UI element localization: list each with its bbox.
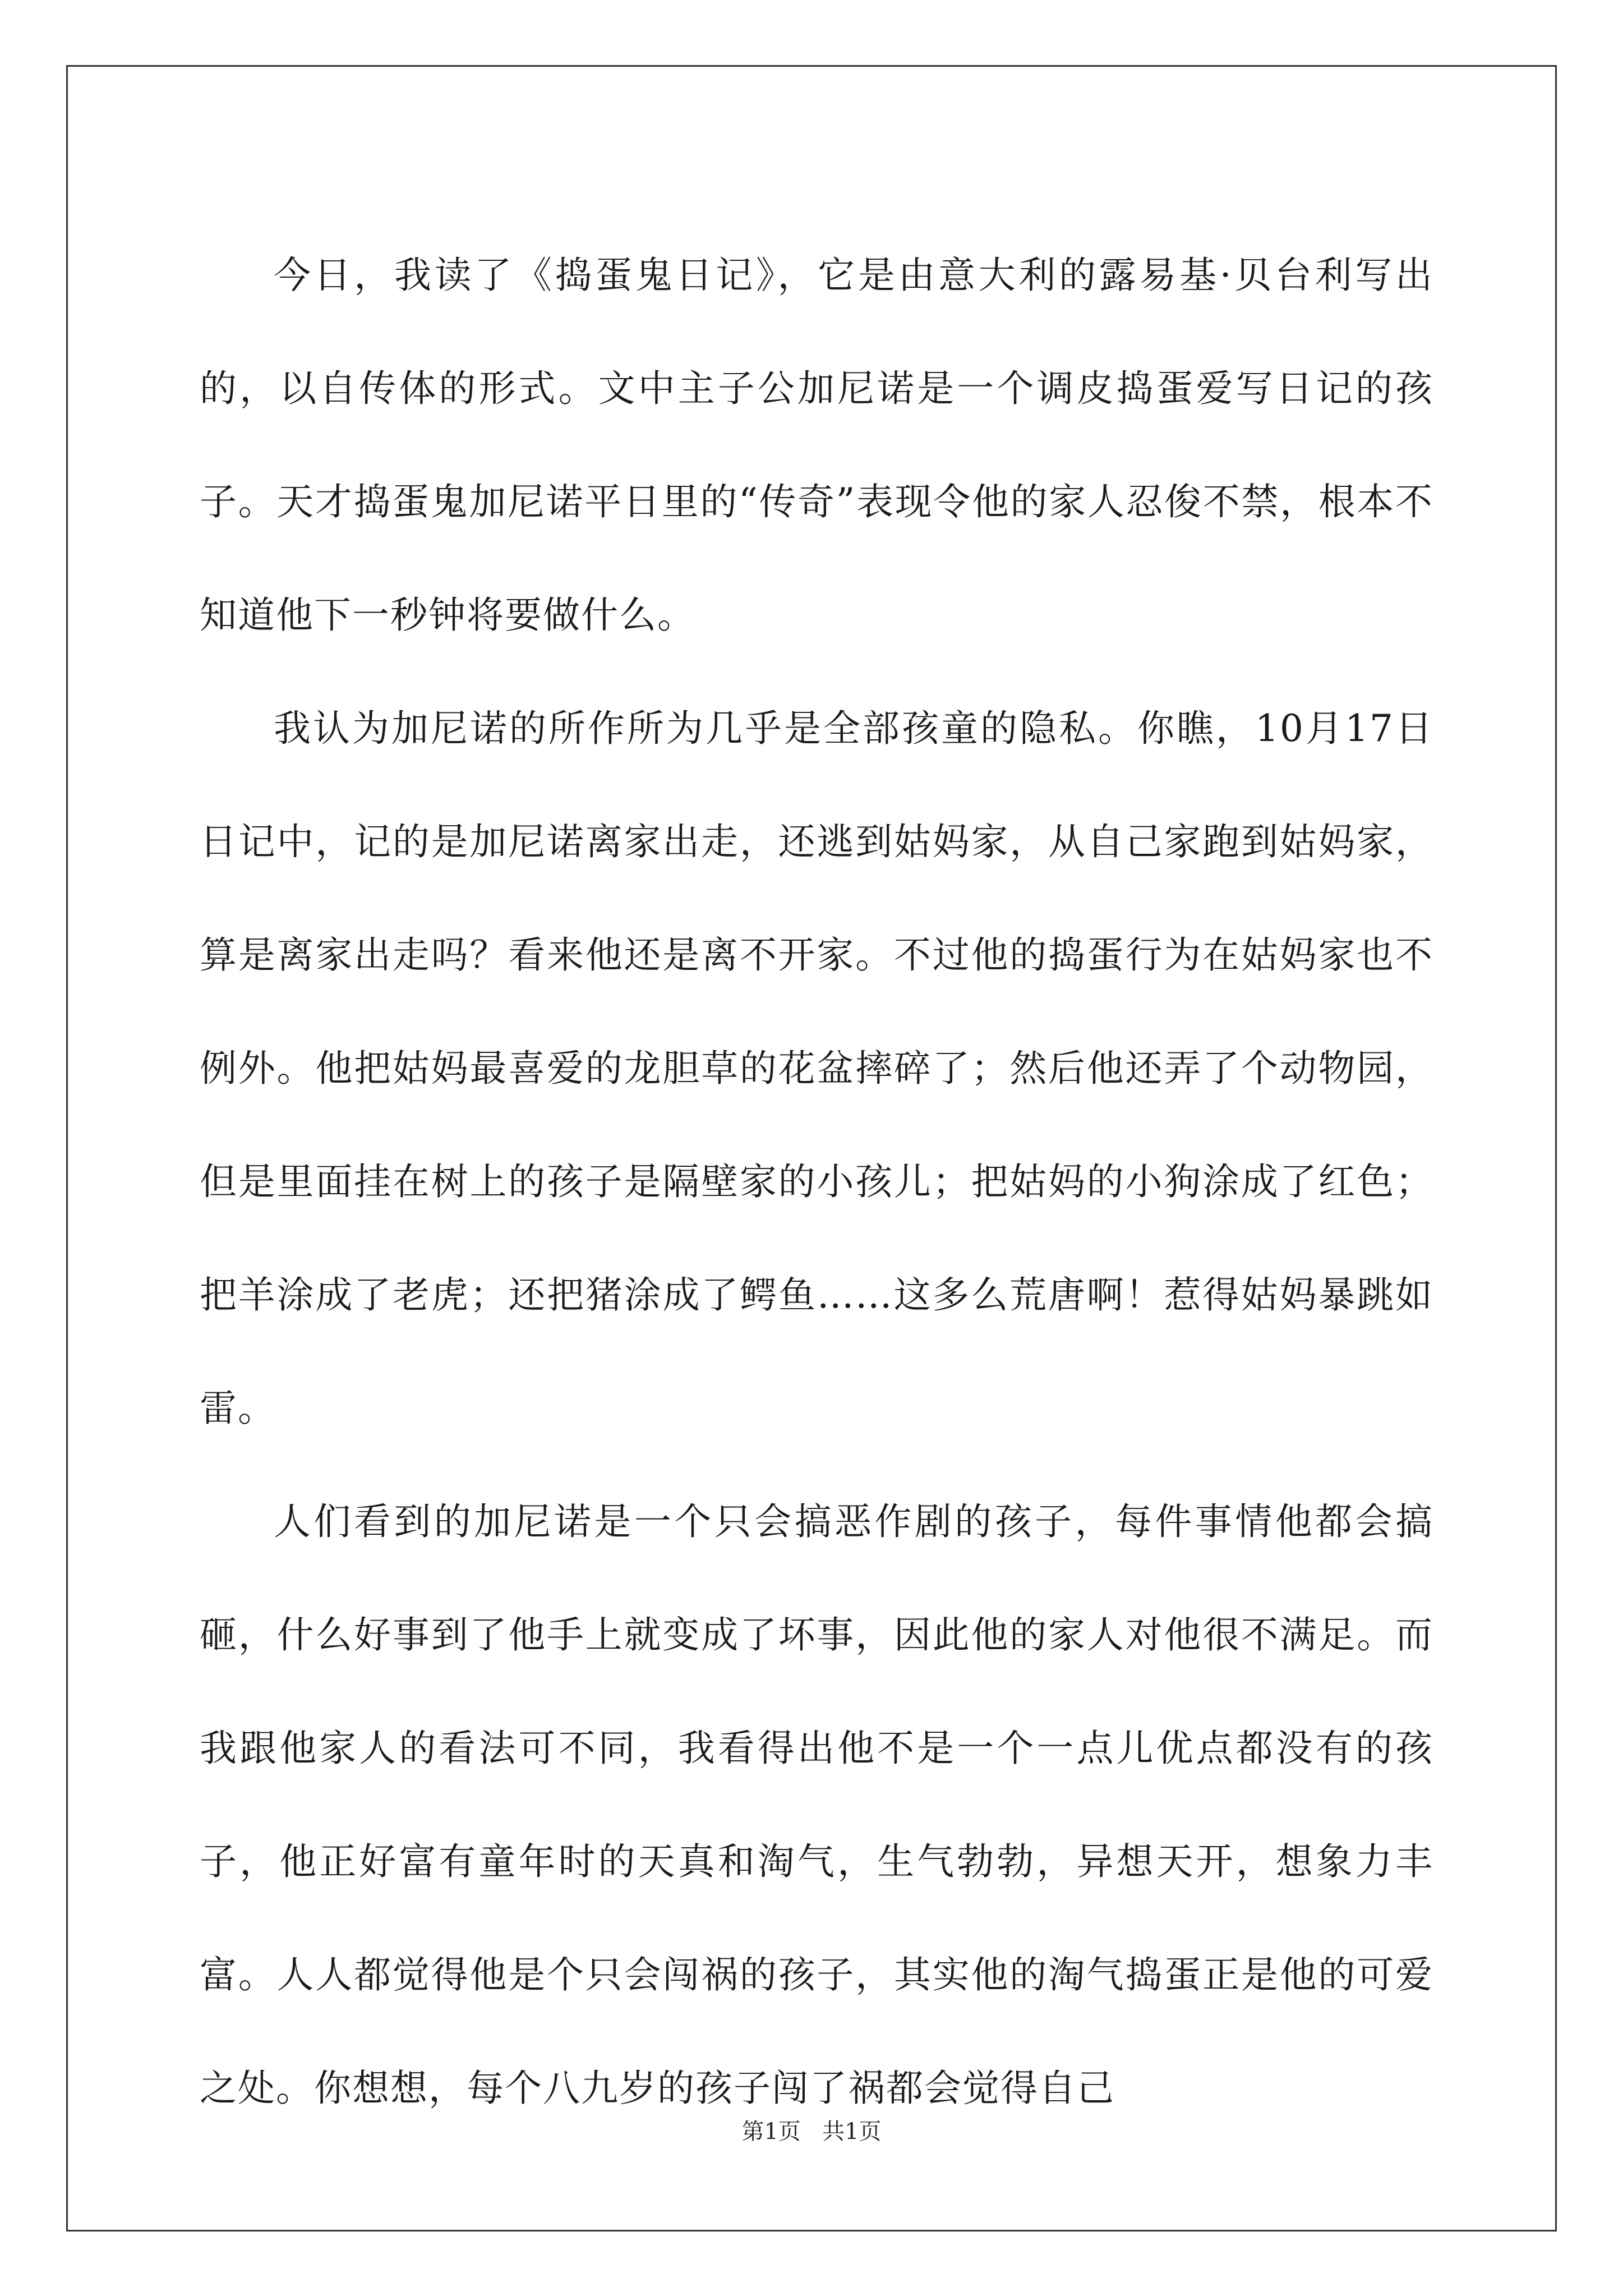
paragraph-3: 人们看到的加尼诺是一个只会搞恶作剧的孩子，每件事情他都会搞砸，什么好事到了他手上就变成了坏事，因此他的家人对他很不满足。而我跟他家人的看法可不同，我看得出他不是一个一点儿优点都没有的孩子，他正好富有童年时的天真和淘气，生气勃勃，异想天开，想象力丰富。人人都觉得他是个只会闯祸的孩子，其实他的淘气捣蛋正是他的可爱之处。你想想，每个八九岁的孩子闯了祸都会觉得自己 — [200, 1500, 1433, 2110]
document-body — [200, 219, 1433, 2145]
paragraph-2: 我认为加尼诺的所作所为几乎是全部孩童的隐私。你瞧，10月17日日记中，记的是加尼诺离家出走，还逃到姑妈家，从自己家跑到姑妈家，算是离家出走吗？看来他还是离不开家。不过他的捣蛋行为在姑妈家也不例外。他把姑妈最喜爱的龙胆草的花盆摔碎了；然后他还弄了个动物园，但是里面挂在树上的孩子是隔壁家的小孩儿；把姑妈的小狗涂成了红色；把羊涂成了老虎；还把猪涂成了鳄鱼……这多么荒唐啊！惹得姑妈暴跳如雷。 — [200, 707, 1433, 1430]
paragraph-1: 今日，我读了《捣蛋鬼日记》，它是由意大利的露易基·贝台利写出的，以自传体的形式。文中主子公加尼诺是一个调皮捣蛋爱写日记的孩子。天才捣蛋鬼加尼诺平日里的“传奇”表现令他的家人忍俊不禁，根本不知道他下一秒钟将要做什么。 — [200, 254, 1433, 637]
page-footer: 第1页 共1页 — [741, 2119, 882, 2145]
